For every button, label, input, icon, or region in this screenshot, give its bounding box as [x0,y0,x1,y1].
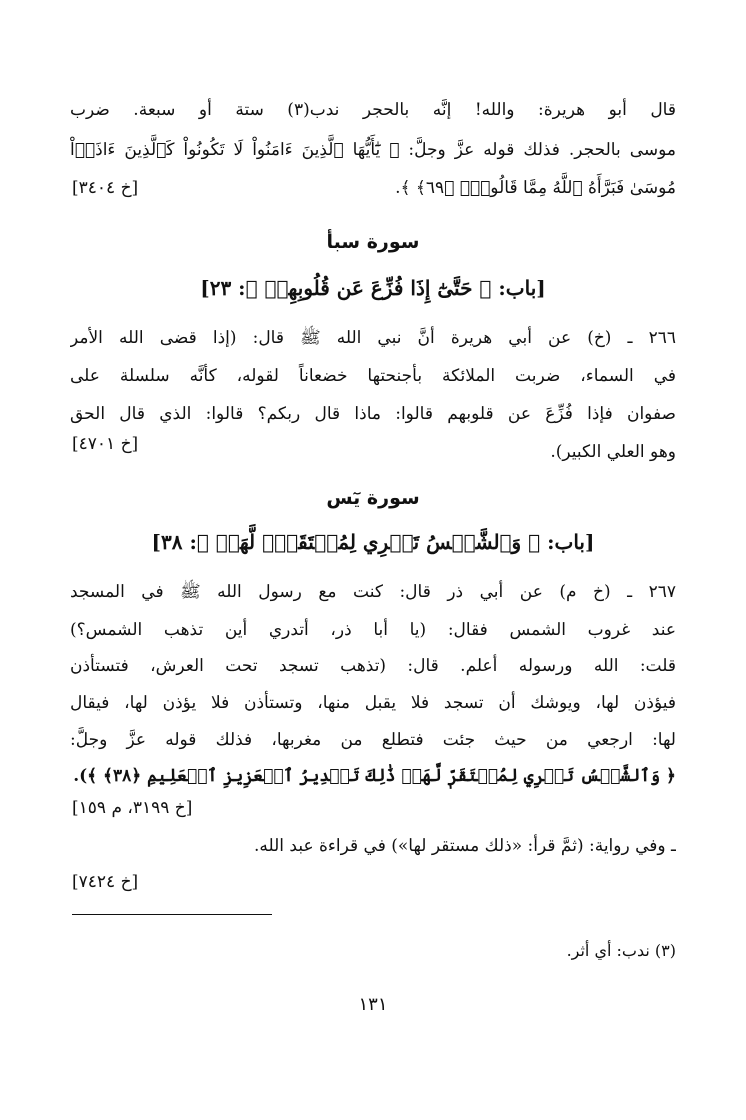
hadith-266-line-3: صفوان فإذا فُزِّعَ عن قلوبهم قالوا: ماذا قال ربكم؟ قالوا: الذي قال الحق [70,404,676,424]
riwaya-reference: [خ ٧٤٢٤] [72,872,139,892]
hadith-267-line-1: ٢٦٧ ـ (خ م) عن أبي ذر قال: كنت مع رسول الله ﷺ في المسجد [70,582,676,602]
hadith-266-line-2: في السماء، ضربت الملائكة بأجنحتها خضعاناً لقوله، كأنَّه سلسلة على [70,366,676,386]
hadith-266-line-4: وهو العلي الكبير). [550,442,676,462]
intro-line-1: قال أبو هريرة: والله! إنَّه بالحجر ندب(٣) ستة أو سبعة. ضرب [70,100,676,120]
footnote-rule [72,914,272,915]
page-number: ١٣١ [358,994,388,1015]
intro-line-2: موسى بالحجر. فذلك قوله عزَّ وجلَّ: ﴿ يَٰٓأَيُّهَا ٱلَّذِينَ ءَامَنُواْ لَا تَكُونُواْ كَٱلَّذِينَ ءَاذَوۡاْ [70,140,676,160]
footnote: (٣) ندب: أي أثر. [566,941,676,960]
hadith-267-reference: [خ ٣١٩٩، م ١٥٩] [72,798,193,818]
hadith-267-line-2: عند غروب الشمس فقال: (يا أبا ذر، أتدري أين تذهب الشمس؟) [70,620,676,640]
intro-line-3: مُوسَىٰ فَبَرَّأَهُ ٱللَّهُ مِمَّا قَالُواْۚ ﴿٦٩﴾ ﴾. [395,178,676,198]
surah-title-saba: سورة سبأ [326,231,420,253]
hadith-266-line-1: ٢٦٦ ـ (خ) عن أبي هريرة أنَّ نبي الله ﷺ قال: (إذا قضى الله الأمر [70,328,676,348]
riwaya-text: ـ وفي رواية: (ثمَّ قرأ: «ذلك مستقر لها») في قراءة عبد الله. [253,836,676,856]
hadith-267-line-4: فيؤذن لها، ويوشك أن تسجد فلا يقبل منها، وتستأذن فلا يؤذن لها، فيقال [70,693,676,713]
bab-heading-saba: [باب: ﴿ حَتَّىٰٓ إِذَا فُزِّعَ عَن قُلُوبِهِمۡ ﴾: ٢٣] [200,276,546,300]
hadith-267-line-6: ﴿ وَٱلشَّمۡسُ تَجۡرِي لِمُسۡتَقَرّٖ لَّهَاۚ ذَٰلِكَ تَقۡدِيرُ ٱلۡعَزِيزِ ٱلۡعَلِيمِ ﴿٣٨﴾ ﴾). [73,766,676,786]
intro-reference: [خ ٣٤٠٤] [72,178,139,198]
hadith-266-reference: [خ ٤٧٠١] [72,434,139,454]
surah-title-yasin: سورة يٓس [326,487,420,509]
hadith-267-line-5: لها: ارجعي من حيث جئت فتطلع من مغربها، فذلك قوله عزَّ وجلَّ: [70,730,676,750]
hadith-267-line-3: قلت: الله ورسوله أعلم. قال: (تذهب تسجد تحت العرش، فتستأذن [70,656,676,676]
bab-heading-yasin: [باب: ﴿ وَٱلشَّمۡسُ تَجۡرِي لِمُسۡتَقَرّٖ لَّهَاۚ ﴾: ٣٨] [151,530,595,554]
